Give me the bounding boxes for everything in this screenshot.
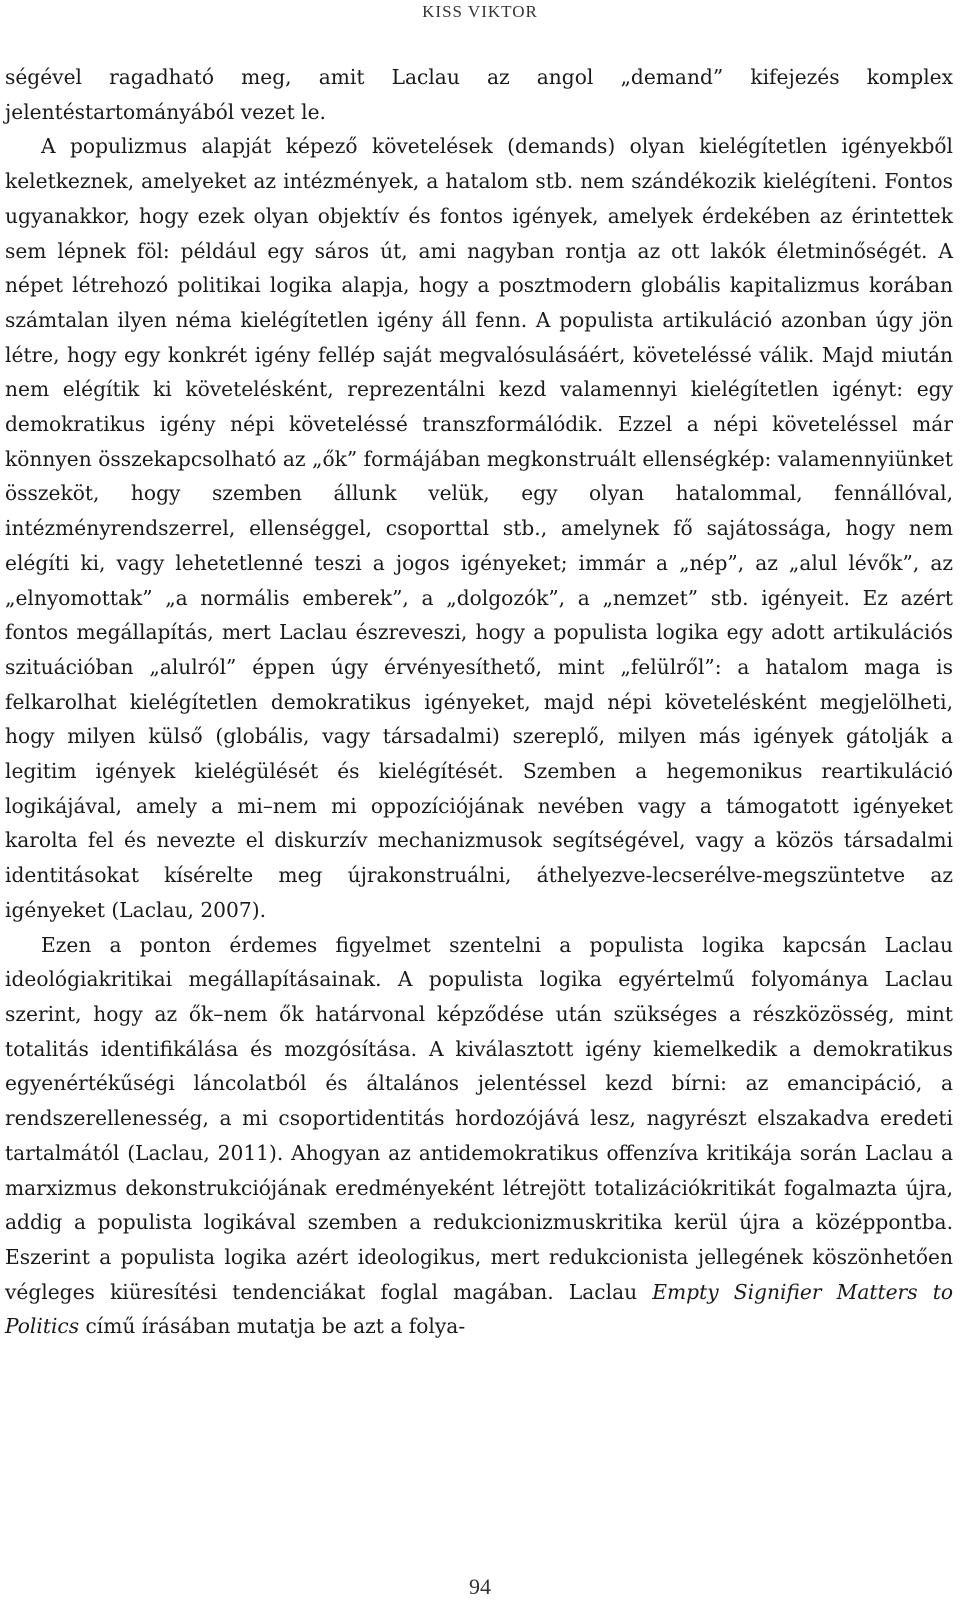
paragraph-ideology-critique — [5, 928, 953, 1344]
paragraph-tail-before: Laclau — [568, 1279, 653, 1304]
paragraph-ideology-critique-text: Ezen a ponton érdemes figyelmet szentelni a populista logika kapcsán Laclau ideológiakritikai megállapításainak. A populista logika egyértelmű folyománya Laclau szerint, hogy az ők–nem ők határvonal képződése után szükséges a részközösség, mint totalitás identifikálása és mozgósítása. A kiválasztott igény kiemelkedik a demokratikus egyenértékűségi láncolatból és általános jelentéssel kezd bírni: az emancipáció, a rendszerellenesség, a mi csoportidentitás hordozójává lesz, nagyrészt elszakadva eredeti tartalmától (Laclau, 2011). Ahogyan az antidemokratikus offenzíva kritikája során Laclau a marxizmus dekonstrukciójának eredményeként létrejött totalizációkritikát fogalmazta újra, addig a populista logikával szemben a redukcionizmuskritika kerül újra a középpontba. Eszerint a populista logika azért ideologikus, mert redukcionista jellegének köszönhetően végleges kiüresítési tendenciákat foglal magában. — [5, 932, 953, 1304]
body-text — [5, 60, 953, 1344]
paragraph-tail-after: című írásában mutatja be azt a folya- — [79, 1314, 466, 1339]
paragraph-demands: A populizmus alapját képező követelések (demands) olyan kielégítetlen igényekből keletkeznek, amelyeket az intézmények, a hatalom stb. nem szándékozik kielégíteni. Fontos ugyanakkor, hogy ezek olyan objektív és fontos igények, amelyek érdekében az érintettek sem lépnek föl: például egy sáros út, ami nagyban rontja az ott lakók életminőségét. A népet létrehozó politikai logika alapja, hogy a posztmodern globális kapitalizmus korában számtalan ilyen néma kielégítetlen igény áll fenn. A populista artikuláció azonban úgy jön létre, hogy egy konkrét igény fellép saját megvalósulásáért, követeléssé válik. Majd miután nem elégítik ki követelésként, reprezentálni kezd valamennyi kielégítetlen igényt: egy demokratikus igény népi követeléssé transzformálódik. Ezzel a népi követeléssel már könnyen összekapcsolható az „ők” formájában megkonstruált ellenségkép: valamennyiünket összeköt, hogy szemben állunk velük, egy olyan hatalommal, fennállóval, intézményrendszerrel, ellenséggel, csoporttal stb., amelynek fő sajátossága, hogy nem elégíti ki, vagy lehetetlenné teszi a jogos igényeket; immár a „nép”, az „alul lévők”, az „elnyomottak” „a normális emberek”, a „dolgozók”, a „nemzet” stb. igényeit. Ez azért fontos megállapítás, mert Laclau észreveszi, hogy a populista logika egy adott artikulációs szituációban „alulról” éppen úgy érvényesíthető, mint „felülről”: a hatalom maga is felkarolhat kielégítetlen demokratikus igényeket, majd népi követelésként megjelölheti, hogy milyen külső (globális, vagy társadalmi) szereplő, milyen más igények gátolják a legitim igények kielégülését és kielégítését. Szemben a hegemonikus reartikuláció logikájával, amely a mi–nem mi oppozíciójának nevében vagy a támogatott igényeket karolta fel és nevezte el diskurzív mechanizmusok segítségével, vagy a közös társadalmi identitásokat kísérelte meg újrakonstruálni, áthelyezve-lecserélve-megszüntetve az igényeket (Laclau, 2007). — [5, 134, 953, 922]
paragraph-continuation: ségével ragadható meg, amit Laclau az angol „demand” kifejezés komplex jelentéstartományából vezet le. — [5, 65, 953, 124]
page-number: 94 — [469, 1574, 491, 1599]
cited-work-title: Empty Signifier Matters to Politics — [5, 1279, 953, 1339]
running-head: KISS VIKTOR — [422, 2, 538, 21]
